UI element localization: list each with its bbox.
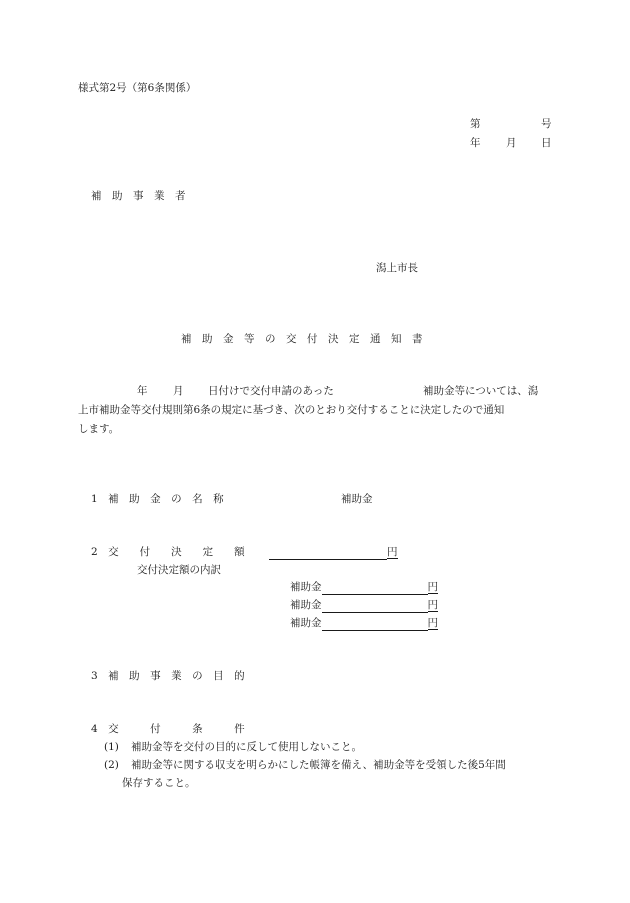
condition-2-text: 補助金等に関する収支を明らかにした帳簿を備え、補助金等を受領した後5年間 <box>131 759 506 771</box>
breakdown-label: 補助金 <box>290 581 322 593</box>
date-month: 月 <box>506 137 517 149</box>
document-title: 補 助 金 等 の 交 付 決 定 通 知 書 <box>181 333 423 345</box>
breakdown-row <box>290 581 438 595</box>
breakdown-row <box>290 617 438 631</box>
breakdown-underline <box>322 600 428 613</box>
form-label: 様式第2号（第6条関係） <box>78 82 197 94</box>
body-year: 年 <box>137 385 148 397</box>
decision-amount <box>269 546 398 560</box>
condition-2-number: (2) <box>104 759 119 771</box>
recipient-label: 補 助 事 業 者 <box>91 190 186 202</box>
date-year: 年 <box>470 137 481 149</box>
breakdown-unit: 円 <box>427 599 438 611</box>
amount-underline <box>269 547 387 560</box>
date-day: 日 <box>541 137 552 149</box>
section2-label: 2 交 付 決 定 額 <box>91 546 245 558</box>
body-line2: 上市補助金等交付規則第6条の規定に基づき、次のとおり交付することに決定したので通知 <box>78 404 505 416</box>
condition-1-number: (1) <box>104 741 119 753</box>
body-date-text: 日付けで交付申請のあった <box>208 385 334 397</box>
condition-1-text: 補助金等を交付の目的に反して使用しないこと。 <box>131 741 362 753</box>
breakdown-label: 補助金 <box>290 617 322 629</box>
issuer-label: 潟上市長 <box>376 262 418 274</box>
breakdown-underline <box>322 618 428 631</box>
section4-label: 4 交 付 条 件 <box>91 723 245 735</box>
breakdown-unit: 円 <box>427 581 438 593</box>
body-line3: します。 <box>78 423 120 435</box>
section3-label: 3 補 助 事 業 の 目 的 <box>91 670 245 682</box>
number-prefix: 第 <box>470 118 481 130</box>
body-month: 月 <box>173 385 184 397</box>
section1-label: 1 補 助 金 の 名 称 <box>91 493 224 505</box>
breakdown-row <box>290 599 438 613</box>
number-suffix: 号 <box>541 118 552 130</box>
breakdown-underline <box>322 582 428 595</box>
breakdown-title: 交付決定額の内訳 <box>137 564 221 576</box>
body-line1-tail: 補助金等については、潟 <box>423 385 539 397</box>
breakdown-label: 補助金 <box>290 599 322 611</box>
condition-2-continuation: 保存すること。 <box>122 777 196 789</box>
breakdown-unit: 円 <box>427 617 438 629</box>
section1-value: 補助金 <box>341 493 373 505</box>
amount-yen: 円 <box>387 546 398 558</box>
